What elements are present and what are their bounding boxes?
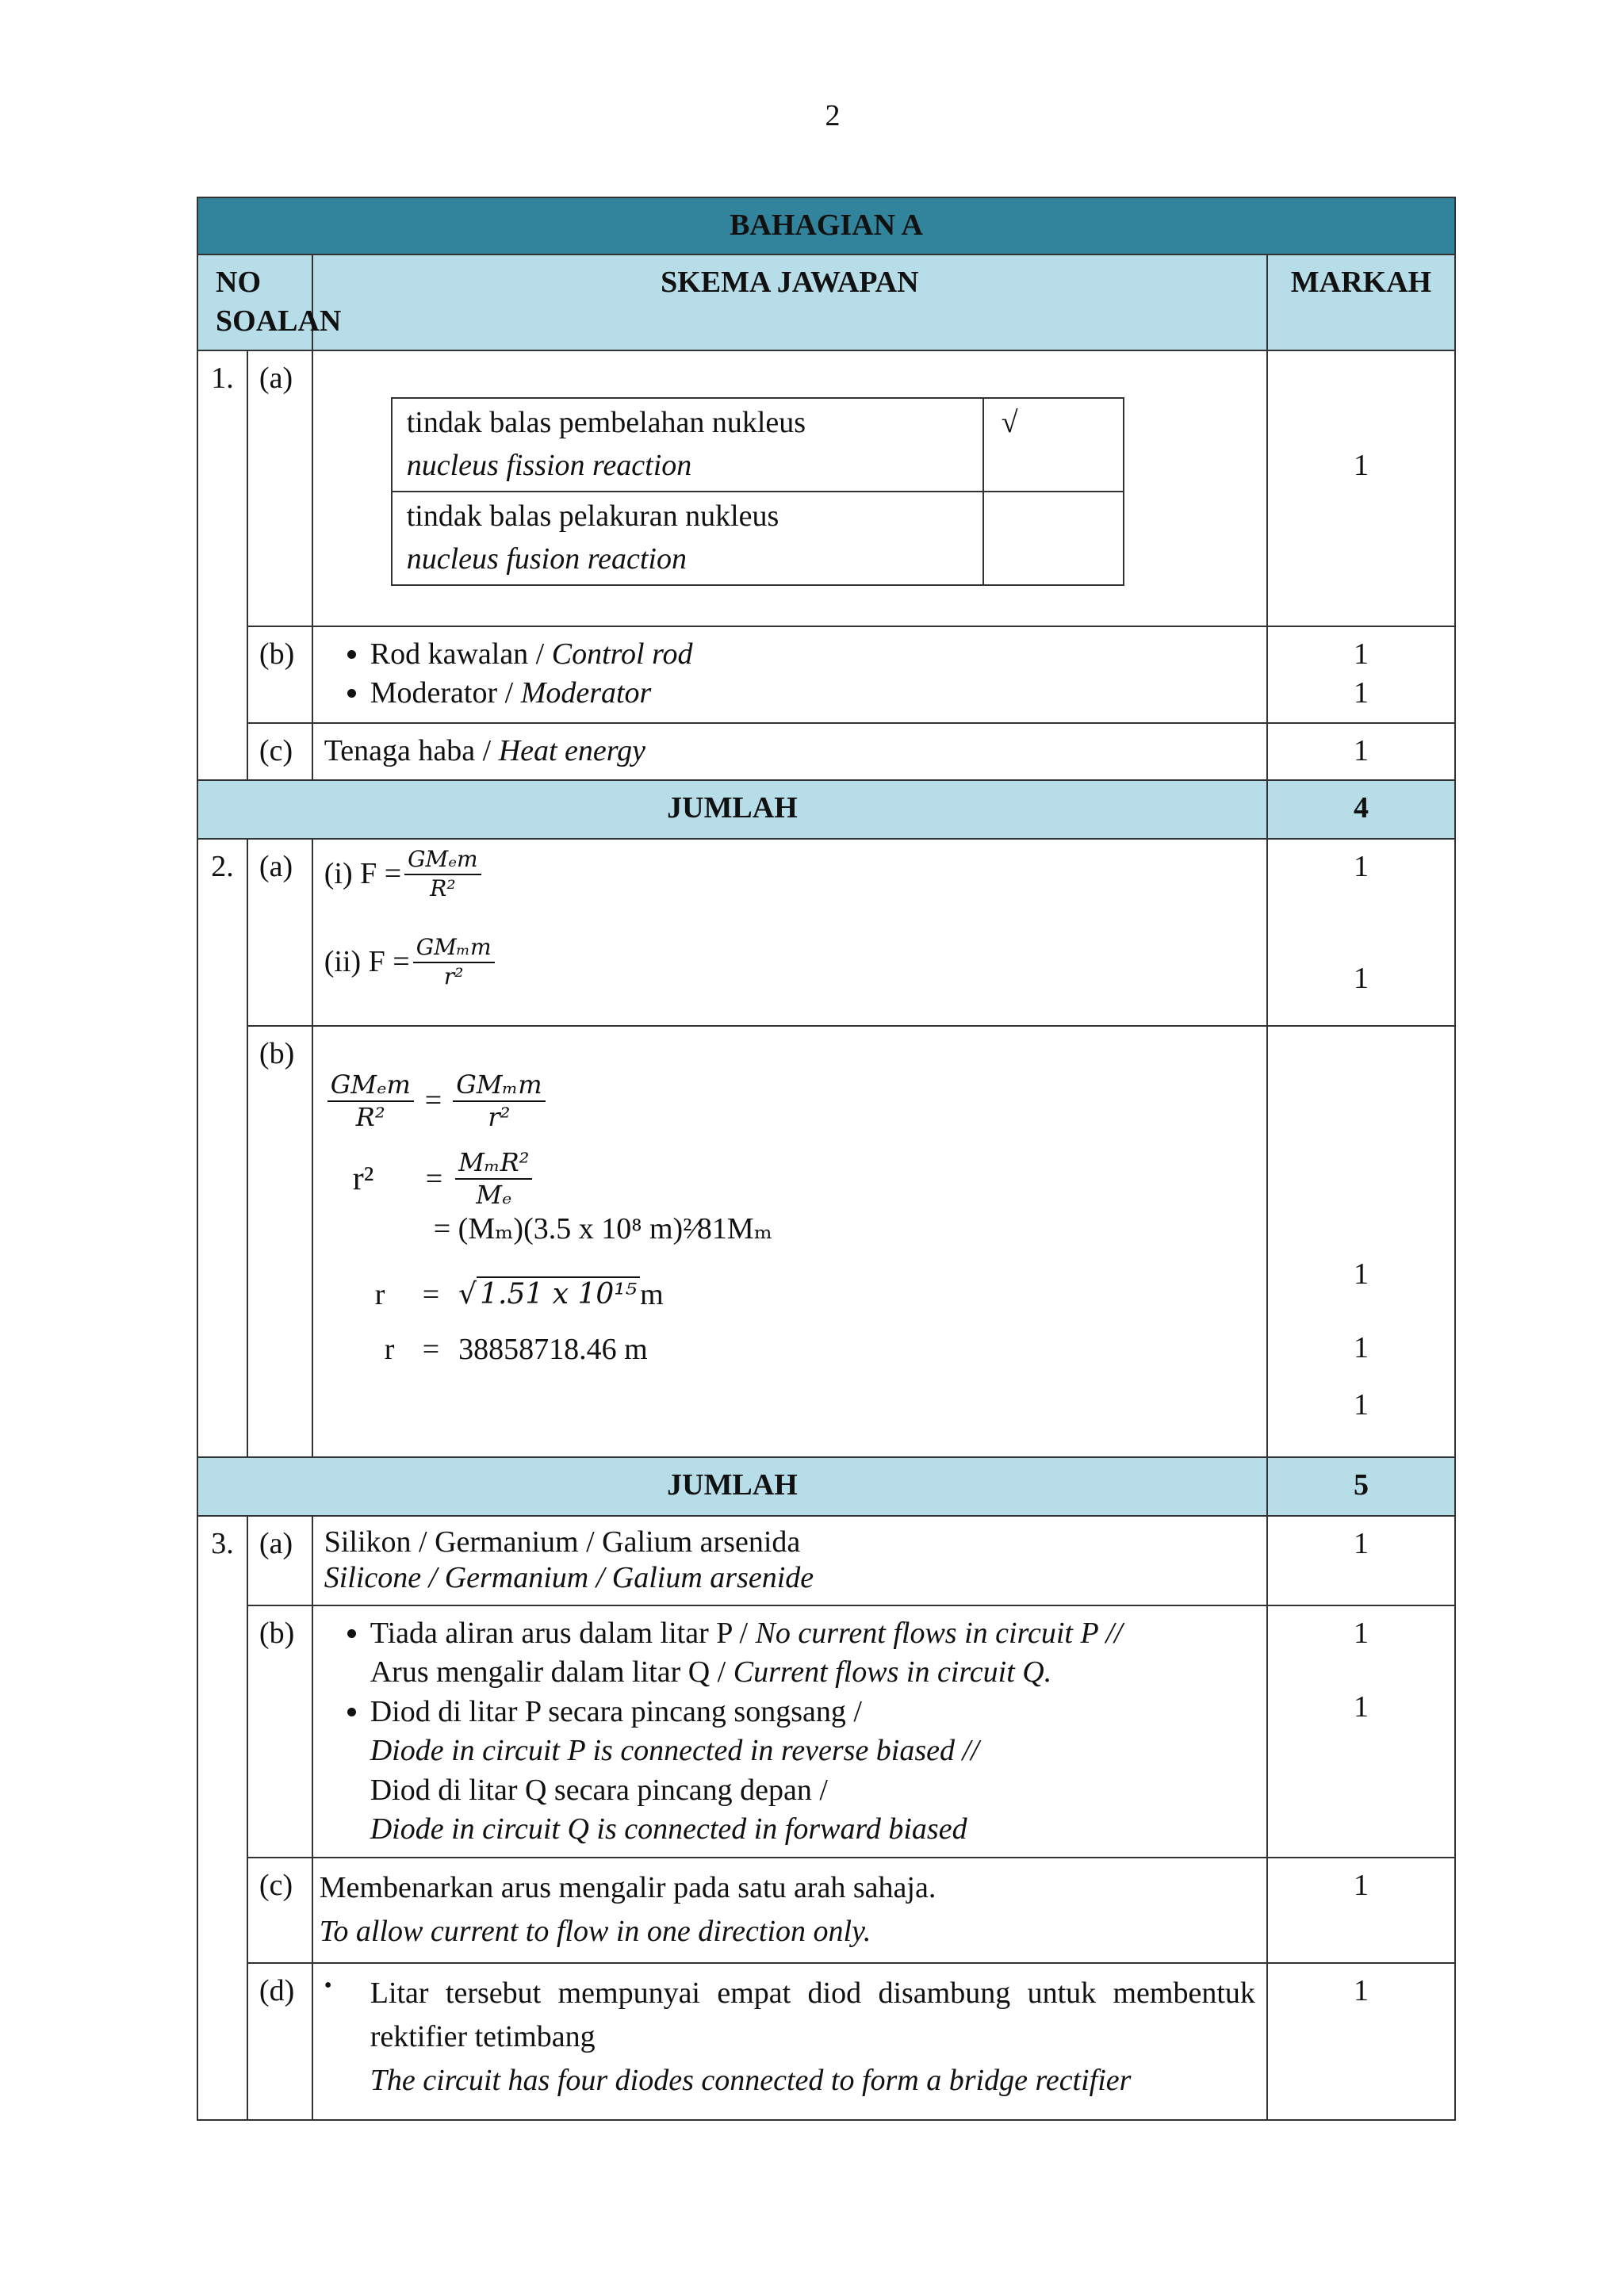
q3-d-label: (d) bbox=[247, 1963, 312, 2120]
q1-number: 1. bbox=[197, 350, 247, 780]
q3-b-label: (b) bbox=[247, 1605, 312, 1858]
q2-a-ii-equation: (ii) F = $\frac{\text{GMₘm}}{\text{r²}}$ bbox=[324, 936, 1255, 989]
q1-b-list bbox=[324, 635, 1255, 714]
q3-a-mark: 1 bbox=[1267, 1516, 1455, 1605]
q2-b-mark-3: 1 bbox=[1353, 1387, 1369, 1422]
q1-a-label: (a) bbox=[247, 350, 312, 626]
q2-total: 5 bbox=[1267, 1457, 1455, 1516]
q3-b-row bbox=[197, 1605, 1455, 1858]
q1-total: 4 bbox=[1267, 780, 1455, 839]
q2-b-equation-3: = (Mₘ)(3.5 x 10⁸ m)²⁄81Mₘ bbox=[433, 1211, 773, 1246]
q1-a-row bbox=[197, 350, 1455, 626]
q3-a-answer-en: Silicone / Germanium / Galium arsenide bbox=[324, 1561, 814, 1595]
q3-c-label: (c) bbox=[247, 1858, 312, 1962]
q2-b-label: (b) bbox=[247, 1026, 312, 1457]
q1-a-options-table bbox=[391, 397, 1124, 586]
q3-c-answer-ms: Membenarkan arus mengalir pada satu arah sahaja. bbox=[319, 1871, 936, 1905]
q2-a-label: (a) bbox=[247, 839, 312, 1026]
bullet-dot-icon: • bbox=[324, 1973, 332, 1998]
list-item: • Diod di litar P secara pincang songsang / Diode in circuit P is connected in reverse biased // Diod di litar Q secara pincang depan / Diode in circuit Q is connected in forward biased bbox=[370, 1693, 1255, 1850]
list-item: • Moderator / Moderator bbox=[370, 674, 1255, 713]
q3-b-mark-2: 1 bbox=[1353, 1690, 1369, 1724]
option-fission-ms: tindak balas pembelahan nukleus bbox=[406, 405, 806, 439]
q2-a-row bbox=[197, 839, 1455, 1026]
q1-total-row bbox=[197, 780, 1455, 839]
q2-b-mark-1: 1 bbox=[1353, 1257, 1369, 1291]
list-item: • Rod kawalan / Control rod bbox=[370, 635, 1255, 674]
tick-empty bbox=[983, 492, 1124, 585]
q3-d-mark: 1 bbox=[1267, 1963, 1455, 2120]
q3-b-list bbox=[324, 1614, 1255, 1849]
q2-b-equation-1: $\frac{\text{GMₑm}}{\text{R²}}$ = $\frac{\text{GMₘm}}{\text{r²}}$ bbox=[324, 1071, 1255, 1131]
q3-c-row bbox=[197, 1858, 1455, 1962]
q3-b-mark-1: 1 bbox=[1353, 1616, 1369, 1650]
q3-d-answer-ms: Litar tersebut mempunyai empat diod disambung untuk membentuk rektifier tetimbang bbox=[370, 1976, 1255, 2053]
list-item: • Tiada aliran arus dalam litar P / No current flows in circuit P // Arus mengalir dalam litar Q / Current flows in circuit Q. bbox=[370, 1614, 1255, 1693]
q2-b-equation-5: r = 38858718.46 m bbox=[384, 1333, 648, 1367]
q2-total-label: JUMLAH bbox=[197, 1457, 1267, 1516]
option-fission-en: nucleus fission reaction bbox=[406, 448, 692, 482]
q3-a-row bbox=[197, 1516, 1455, 1605]
tick-mark: √ bbox=[983, 398, 1124, 492]
q3-d-row bbox=[197, 1963, 1455, 2120]
q1-b-mark-1: 1 bbox=[1353, 637, 1369, 671]
q1-a-option-fission bbox=[392, 398, 1124, 492]
q1-c-label: (c) bbox=[247, 723, 312, 780]
page-number: 2 bbox=[825, 99, 841, 132]
q1-a-mark: 1 bbox=[1353, 448, 1369, 482]
header-answer: SKEMA JAWAPAN bbox=[312, 254, 1267, 350]
q2-number: 2. bbox=[197, 839, 247, 1457]
option-fusion-ms: tindak balas pelakuran nukleus bbox=[406, 499, 779, 533]
q2-a-i-equation: (i) F = $\frac{\text{GMₑm}}{\text{R²}}$ bbox=[324, 848, 1255, 901]
q2-b-equation-4: r = √ 1.51 x 10¹⁵ m bbox=[374, 1277, 664, 1311]
q1-b-label: (b) bbox=[247, 626, 312, 723]
section-title: BAHAGIAN A bbox=[197, 197, 1455, 254]
header-no: NO SOALAN bbox=[197, 254, 312, 350]
q3-c-mark: 1 bbox=[1267, 1858, 1455, 1962]
q1-c-mark: 1 bbox=[1267, 723, 1455, 780]
q1-total-label: JUMLAH bbox=[197, 780, 1267, 839]
q2-a-mark-2: 1 bbox=[1353, 962, 1369, 996]
q3-a-answer-ms: Silikon / Germanium / Galium arsenida bbox=[324, 1525, 801, 1559]
q2-b-row bbox=[197, 1026, 1455, 1457]
option-fusion-en: nucleus fusion reaction bbox=[406, 541, 687, 576]
header-marks: MARKAH bbox=[1267, 254, 1455, 350]
q3-number: 3. bbox=[197, 1516, 247, 2120]
section-title-row bbox=[197, 197, 1455, 254]
q1-c-answer-ms: Tenaga haba / bbox=[324, 733, 499, 767]
q2-b-mark-2: 1 bbox=[1353, 1331, 1369, 1365]
header-row bbox=[197, 254, 1455, 350]
q1-b-mark-2: 1 bbox=[1353, 676, 1369, 710]
q1-c-row bbox=[197, 723, 1455, 780]
q1-b-row bbox=[197, 626, 1455, 723]
q3-a-label: (a) bbox=[247, 1516, 312, 1605]
q2-a-mark-1: 1 bbox=[1353, 849, 1369, 883]
q3-d-answer-en: The circuit has four diodes connected to form a bridge rectifier bbox=[370, 2063, 1132, 2097]
q1-a-option-fusion bbox=[392, 492, 1124, 585]
q2-b-equation-2: r² = $\frac{\text{MₘR²}}{\text{Mₑ}}$ bbox=[324, 1149, 1255, 1209]
q1-a-answer bbox=[312, 350, 1267, 626]
q2-total-row bbox=[197, 1457, 1455, 1516]
marking-scheme-table bbox=[197, 197, 1456, 2121]
q3-c-answer-en: To allow current to flow in one direction only. bbox=[319, 1915, 871, 1949]
q1-c-answer-en: Heat energy bbox=[498, 733, 646, 767]
